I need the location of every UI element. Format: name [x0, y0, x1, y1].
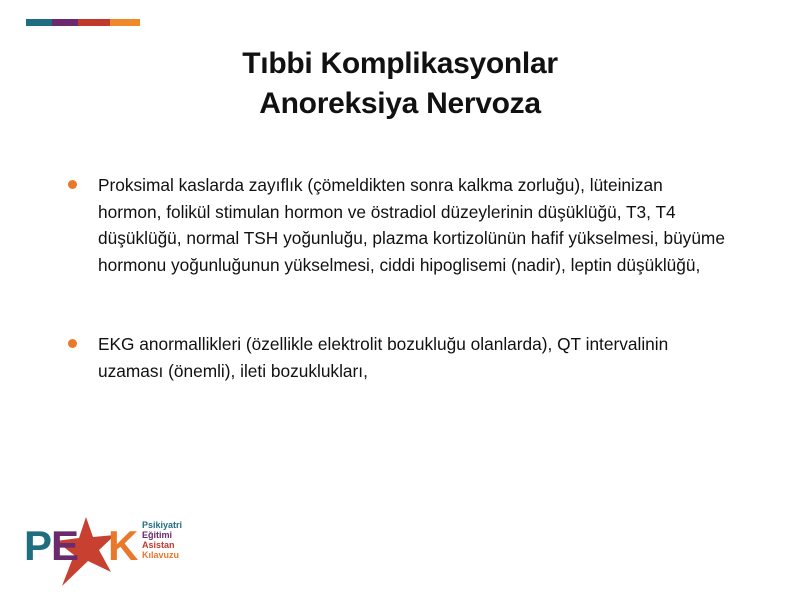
logo-letter-k: K [108, 522, 139, 569]
logo-text-4: Kılavuzu [142, 550, 180, 560]
bullet-list [66, 172, 726, 384]
bullet-item [66, 331, 726, 384]
slide-title-line-1: Tıbbi Komplikasyonlar [242, 47, 558, 80]
logo-text-3: Asistan [142, 540, 175, 550]
top-bar-segment-orange [110, 19, 140, 26]
bullet-dot-icon [68, 180, 77, 189]
slide-title [0, 44, 800, 124]
top-bar-segment-red [78, 19, 110, 26]
logo-text-2: Eğitimi [142, 530, 173, 540]
top-bar-segment-teal [26, 19, 52, 26]
logo-letter-e: E [51, 522, 80, 569]
bullet-item [66, 172, 726, 278]
slide-title-line-2: Anoreksiya Nervoza [259, 87, 541, 120]
bullet-text: Proksimal kaslarda zayıflık (çömeldikten sonra kalkma zorluğu), lüteinizan hormon, folikül stimulan hormon ve östradiol düzeylerinin düşüklüğü, T3, T4 düşüklüğü, normal TSH yoğunluğu, plazma kortizolünün hafif yükselmesi, büyüme hormonu yoğunluğunun yükselmesi, ciddi hipoglisemi (nadir), leptin düşüklüğü, [98, 175, 725, 275]
top-color-bar [26, 19, 140, 26]
bullet-dot-icon [68, 339, 77, 348]
bullet-text: EKG anormallikleri (özellikle elektrolit bozukluğu olanlarda), QT intervalinin uzaması (önemli), ileti bozuklukları, [98, 334, 669, 381]
top-bar-segment-purple [52, 19, 78, 26]
logo-text-1: Psikiyatri [142, 520, 183, 530]
peak-logo [24, 516, 184, 588]
logo-letter-p: P [24, 522, 53, 569]
